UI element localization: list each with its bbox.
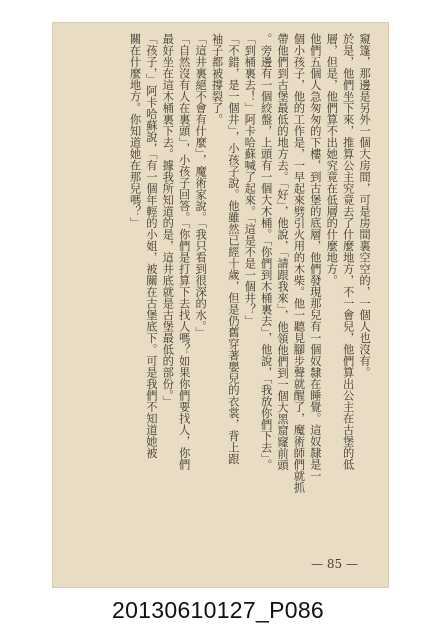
text-column: 「自然沒有人在裏頭」，小孩子回答。「你們是打算下去找人嗎？如果你們要找人，你們: [177, 33, 191, 471]
vertical-text-body: [71, 33, 371, 553]
text-column: 。旁邊有一個絞盤，上頭有一個大木桶。「你們到木桶裏去」，他說，「我放你們下去」。: [259, 33, 273, 471]
image-caption: 20130610127_P086: [111, 597, 324, 623]
text-column: 層，但是，他們算不出她究竟在低層的什麼地方。: [325, 33, 339, 286]
text-column: 他們五個人急匆匆的下樓，到古堡的底層，他們發現那兒有一個奴隸在睡覺。這奴隸是一: [308, 33, 322, 482]
text-column: 「不錯，是一個井」，小孩子說。他雖然已經十歲，但是仍舊穿著嬰兒的衣裳，背上跟: [226, 33, 240, 465]
text-column: 袖子都被撐裂了。: [210, 33, 224, 125]
text-column: 於是，他們坐下來，推算公主究竟去了什麼地方，不一會兒，他們算出公主在古堡的低: [341, 33, 355, 470]
text-column: 「這井裏絕不會有什麼」，魔術家說。「我只看到很深的水。」: [194, 33, 208, 339]
page-number: — 85 —: [311, 557, 358, 571]
text-column: 帶他們到古堡最低的地方去。「好」，他說，「請跟我來」，他領他們到一個大黑窟窿前頭: [276, 33, 290, 471]
text-column: 關在什麼地方。你知道她在那兒嗎？」: [128, 33, 142, 229]
text-column: 個小孩子，他的工作是，一早起來劈引火用的木柴。他一聽見腳步聲就醒了，魔術師們就抓: [292, 33, 306, 493]
text-column: 最好坐在這木桶裏下去。據我所知道的是，這井底就是古堡最低的部份。」: [161, 33, 175, 407]
text-column: 窺篷，那邊是另外一個大房間，可是房間裏空空的，一個人也沒有。: [358, 33, 371, 378]
text-column: 「孩子，」阿卡哈蘇說，「有一個年輕的小姐，被關在古堡底下。可是我們不知道她被: [144, 33, 158, 459]
text-column: 「到桶裏去！」阿卡哈蘇喊了起來。「這是不是一個井？」: [243, 33, 257, 327]
book-page: [52, 22, 389, 588]
